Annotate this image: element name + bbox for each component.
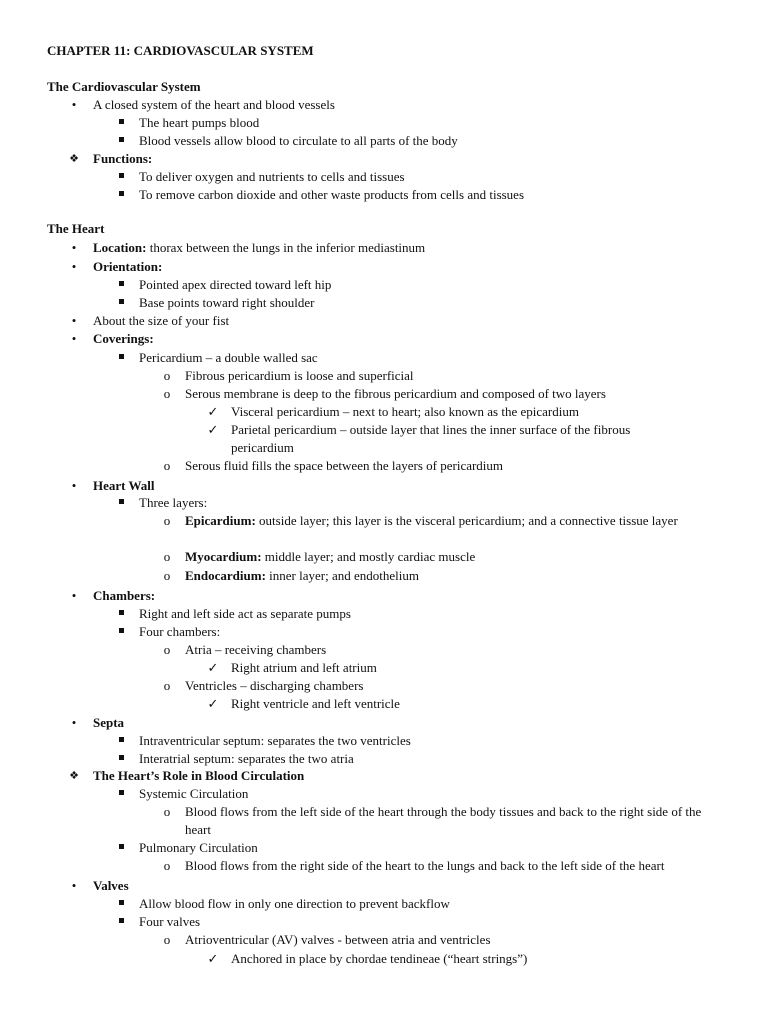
list-item: Visceral pericardium – next to heart; also known as the epicardium	[231, 404, 579, 419]
diamond-bullet-icon: ❖	[69, 770, 79, 782]
bullet-icon: •	[71, 715, 77, 730]
circle-bullet-icon: o	[163, 368, 171, 383]
square-bullet-icon	[119, 299, 124, 304]
square-bullet-icon	[119, 191, 124, 196]
list-item: To remove carbon dioxide and other waste products from cells and tissues	[139, 187, 525, 202]
list-item-label: Coverings:	[93, 331, 154, 346]
circle-bullet-icon: o	[163, 804, 171, 819]
list-item: Right and left side act as separate pumps	[139, 606, 351, 621]
list-item	[185, 567, 419, 585]
list-item	[185, 512, 710, 530]
list-item-label: Chambers:	[93, 588, 156, 603]
list-item-text: thorax between the lungs in the inferior mediastinum	[146, 240, 426, 255]
square-bullet-icon	[119, 610, 124, 615]
check-icon: ✓	[207, 951, 219, 966]
list-item-label: Septa	[93, 715, 125, 730]
list-item: Intraventricular septum: separates the two ventricles	[139, 733, 411, 748]
list-item: Blood vessels allow blood to circulate to all parts of the body	[139, 133, 458, 148]
list-item: About the size of your fist	[93, 313, 230, 328]
check-icon: ✓	[207, 404, 219, 419]
circle-bullet-icon: o	[163, 678, 171, 693]
square-bullet-icon	[119, 499, 124, 504]
circle-bullet-icon: o	[163, 549, 171, 564]
list-item: Blood flows from the right side of the heart to the lungs and back to the left side of the heart	[185, 858, 665, 873]
list-item: Atria – receiving chambers	[185, 642, 327, 657]
list-item-label: Epicardium:	[185, 513, 256, 528]
list-item: Four valves	[139, 914, 201, 929]
list-item-label: Valves	[93, 878, 129, 893]
square-bullet-icon	[119, 755, 124, 760]
list-item	[185, 548, 475, 566]
list-item-text: outside layer; this layer is the visceral pericardium; and a connective tissue layer	[255, 513, 678, 528]
circle-bullet-icon: o	[163, 932, 171, 947]
circle-bullet-icon: o	[163, 858, 171, 873]
list-item: Blood flows from the left side of the heart through the body tissues and back to the right side of the heart	[185, 804, 702, 837]
check-icon: ✓	[207, 422, 219, 437]
diamond-bullet-icon: ❖	[69, 153, 79, 165]
list-item: Systemic Circulation	[139, 786, 249, 801]
list-item: Ventricles – discharging chambers	[185, 678, 364, 693]
square-bullet-icon	[119, 119, 124, 124]
list-item-label: Orientation:	[93, 259, 163, 274]
bullet-icon: •	[71, 478, 77, 493]
square-bullet-icon	[119, 900, 124, 905]
list-item: Right ventricle and left ventricle	[231, 696, 400, 711]
circle-bullet-icon: o	[163, 642, 171, 657]
circle-bullet-icon: o	[163, 386, 171, 401]
bullet-icon: •	[71, 97, 77, 112]
circle-bullet-icon: o	[163, 458, 171, 473]
square-bullet-icon	[119, 844, 124, 849]
square-bullet-icon	[119, 790, 124, 795]
list-item: Pulmonary Circulation	[139, 840, 258, 855]
bullet-icon: •	[71, 588, 77, 603]
circle-bullet-icon: o	[163, 513, 171, 528]
list-item: Right atrium and left atrium	[231, 660, 377, 675]
list-item	[93, 239, 425, 257]
square-bullet-icon	[119, 354, 124, 359]
list-item: Pericardium – a double walled sac	[139, 350, 318, 365]
list-item: Pointed apex directed toward left hip	[139, 277, 332, 292]
list-item-label: Myocardium:	[185, 549, 262, 564]
bullet-icon: •	[71, 313, 77, 328]
list-item: A closed system of the heart and blood vessels	[93, 97, 335, 112]
square-bullet-icon	[119, 918, 124, 923]
chapter-title: CHAPTER 11: CARDIOVASCULAR SYSTEM	[47, 43, 314, 58]
list-item-text: middle layer; and mostly cardiac muscle	[261, 549, 476, 564]
list-item-label: Functions:	[93, 151, 153, 166]
section-heading-cardiovascular: The Cardiovascular System	[47, 79, 201, 94]
square-bullet-icon	[119, 281, 124, 286]
square-bullet-icon	[119, 628, 124, 633]
list-item-label: Location:	[93, 240, 147, 255]
check-icon: ✓	[207, 660, 219, 675]
square-bullet-icon	[119, 173, 124, 178]
list-item: Base points toward right shoulder	[139, 295, 315, 310]
list-item: Serous membrane is deep to the fibrous pericardium and composed of two layers	[185, 386, 606, 401]
list-item-label: Endocardium:	[185, 568, 266, 583]
bullet-icon: •	[71, 259, 77, 274]
list-item: Allow blood flow in only one direction to prevent backflow	[139, 896, 450, 911]
list-item: Atrioventricular (AV) valves - between atria and ventricles	[185, 932, 491, 947]
bullet-icon: •	[71, 331, 77, 346]
check-icon: ✓	[207, 696, 219, 711]
list-item: The heart pumps blood	[139, 115, 260, 130]
square-bullet-icon	[119, 737, 124, 742]
section-heading-heart: The Heart	[47, 221, 105, 236]
list-item: Fibrous pericardium is loose and superficial	[185, 368, 414, 383]
list-item: Serous fluid fills the space between the layers of pericardium	[185, 458, 504, 473]
list-item: To deliver oxygen and nutrients to cells and tissues	[139, 169, 405, 184]
list-item: Three layers:	[139, 495, 208, 510]
bullet-icon: •	[71, 878, 77, 893]
list-item-label: The Heart’s Role in Blood Circulation	[93, 768, 305, 783]
list-item: Parietal pericardium – outside layer that lines the inner surface of the fibrous pericardium	[231, 422, 631, 455]
square-bullet-icon	[119, 137, 124, 142]
circle-bullet-icon: o	[163, 568, 171, 583]
list-item-text: inner layer; and endothelium	[265, 568, 419, 583]
list-item-label: Heart Wall	[93, 478, 155, 493]
list-item: Anchored in place by chordae tendineae (“heart strings”)	[231, 951, 528, 966]
bullet-icon: •	[71, 240, 77, 255]
list-item: Four chambers:	[139, 624, 221, 639]
list-item: Interatrial septum: separates the two atria	[139, 751, 354, 766]
